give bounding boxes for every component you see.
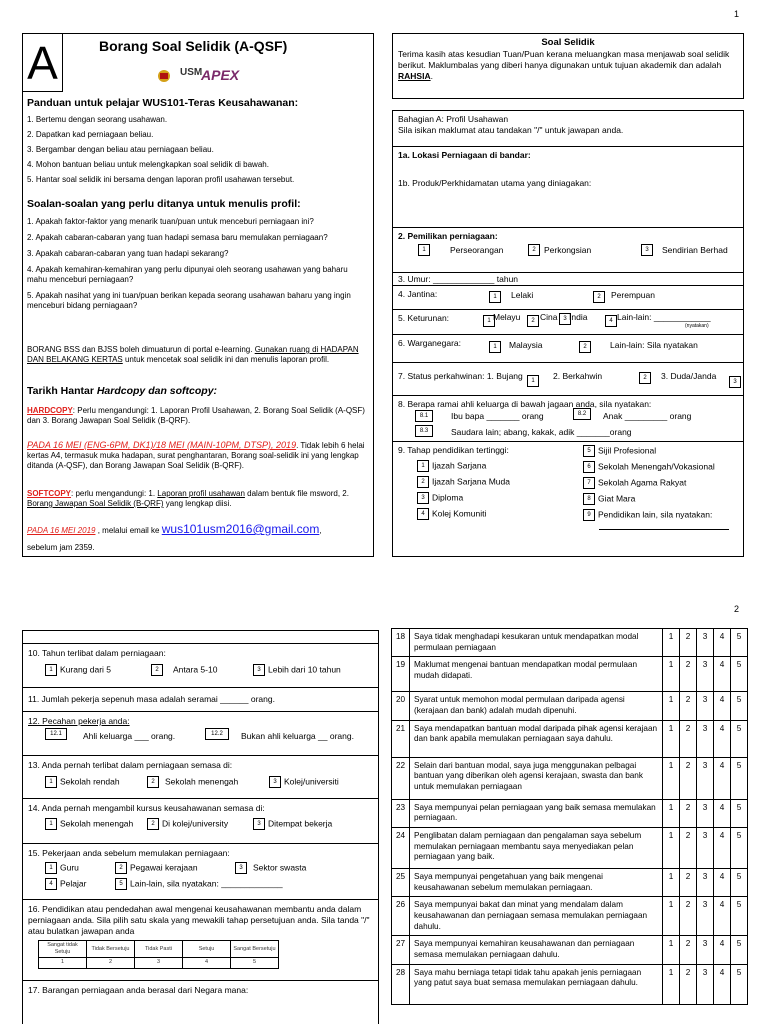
- soal-selidik-intro: [392, 33, 744, 99]
- q4-option: Lelaki: [511, 290, 534, 300]
- likert-option[interactable]: 1: [663, 827, 680, 868]
- likert-option[interactable]: 3: [697, 868, 714, 896]
- q16-label: 16. Pendidikan atau pendedahan awal mengenai keusahawanan membantu anda dalam perniagaan anda. Sila pilih satu skala yang mewakili tahap persetujuan anda. Sila tanda "/" atau bulatkan jawapan anda: [28, 904, 370, 937]
- likert-option[interactable]: 3: [697, 629, 714, 657]
- q16-section: [23, 900, 378, 981]
- likert-option[interactable]: 4: [714, 799, 731, 827]
- checkbox[interactable]: 5: [115, 878, 127, 890]
- q14-option: Ditempat bekerja: [268, 818, 333, 829]
- scale-label: Sangat tidak Setuju: [39, 941, 87, 958]
- likert-option[interactable]: 2: [680, 720, 697, 757]
- likert-number: 27: [392, 936, 410, 964]
- borang-note: BORANG BSS dan BJSS boleh dimuaturun di portal e-learning. Gunakan ruang di HADAPAN DAN BELAKANG KERTAS untuk mencetak soal selidik ini dan menulis laporan profil.: [27, 345, 359, 364]
- scale-option[interactable]: 4: [183, 958, 231, 968]
- checkbox[interactable]: 2: [147, 776, 159, 788]
- likert-option[interactable]: 5: [731, 897, 748, 936]
- softcopy-block: SOFTCOPY: perlu mengandungi: 1. Laporan profil usahawan dalam bentuk file msword, 2. Borang Jawapan Soal Selidik (B-QRF) yang lengkap diisi.: [27, 489, 349, 508]
- bahagian-a-instruction: Sila isikan maklumat atau tandakan "/" untuk jawapan anda.: [398, 125, 624, 136]
- q10-option: Antara 5-10: [173, 664, 218, 675]
- checkbox[interactable]: 2: [115, 862, 127, 874]
- likert-statement: Selain dari bantuan modal, saya juga menggunakan pelbagai bantuan yang diberikan oleh agensi kerajaan, swasta dan bank untuk memulakan perniagaan: [410, 757, 663, 799]
- likert-statement: Penglibatan dalam perniagaan dan pengalaman saya sebelum memulakan perniagaan membantu saya menyediakan pelan perniagaan yang baik.: [410, 827, 663, 868]
- tarikh-title: Tarikh Hantar Hardcopy dan softcopy:: [27, 385, 218, 397]
- likert-number: 24: [392, 827, 410, 868]
- likert-option[interactable]: 1: [663, 757, 680, 799]
- scale-label: Tidak Bersetuju: [87, 941, 135, 958]
- checkbox[interactable]: 4: [45, 878, 57, 890]
- q9-option: Ijazah Sarjana: [432, 460, 487, 471]
- checkbox[interactable]: 12.2: [205, 728, 229, 740]
- likert-row: [392, 629, 748, 657]
- likert-row: [392, 720, 748, 757]
- checkbox[interactable]: 3: [253, 664, 265, 676]
- checkbox[interactable]: 1: [483, 315, 495, 327]
- likert-option[interactable]: 3: [697, 897, 714, 936]
- q10-option: Lebih dari 10 tahun: [268, 664, 341, 675]
- soal-selidik-title: Soal Selidik: [541, 37, 595, 48]
- likert-option[interactable]: 5: [731, 868, 748, 896]
- q6-option: Malaysia: [509, 340, 543, 350]
- checkbox[interactable]: 1: [45, 776, 57, 788]
- q14-label: 14. Anda pernah mengambil kursus keusahawanan semasa di:: [28, 803, 265, 813]
- checkbox[interactable]: 2: [528, 244, 540, 256]
- soal-selidik-text: Terima kasih atas kesudian Tuan/Puan kerana meluangkan masa menjawab soal selidik berikut. Maklumbalas yang diberi hanya digunakan untuk tujuan akademik dan adalah RAHSIA.: [398, 49, 730, 82]
- panduan-item: 2. Dapatkan kad perniagaan beliau.: [27, 130, 154, 139]
- scale-label: Sangat Bersetuju: [231, 941, 279, 958]
- likert-option[interactable]: 1: [663, 657, 680, 692]
- checkbox[interactable]: 1: [418, 244, 430, 256]
- likert-option[interactable]: 3: [697, 827, 714, 868]
- q13-section: [23, 756, 378, 799]
- likert-number: 23: [392, 799, 410, 827]
- q6-label: 6. Warganegara:: [398, 338, 461, 348]
- q9-option: Pendidikan lain, sila nyatakan:: [598, 509, 713, 520]
- checkbox[interactable]: 2: [147, 818, 159, 830]
- likert-option[interactable]: 1: [663, 720, 680, 757]
- likert-option[interactable]: 5: [731, 692, 748, 720]
- checkbox[interactable]: 3: [559, 313, 571, 325]
- checkbox[interactable]: 1: [489, 341, 501, 353]
- q9-section: [393, 441, 743, 538]
- likert-statement: Maklumat mengenai bantuan mendapatkan modal permulaan mudah didapati.: [410, 657, 663, 692]
- likert-option[interactable]: 2: [680, 964, 697, 1004]
- hardcopy-block: HARDCOPY: Perlu mengandungi: 1. Laporan Profil Usahawan, 2. Borang Soal Selidik (A-QSF) dan 3. Borang Jawapan Soal Selidik (B-QRF).: [27, 406, 365, 425]
- q15-label: 15. Pekerjaan anda sebelum memulakan perniagaan:: [28, 848, 230, 858]
- q10-label: 10. Tahun terlibat dalam perniagaan:: [28, 648, 166, 658]
- q9-option: Sijil Profesional: [598, 445, 657, 456]
- q2-label: 2. Pemilikan perniagaan:: [398, 231, 498, 241]
- q7-option: 3. Duda/Janda: [661, 371, 717, 381]
- checkbox[interactable]: 7: [583, 477, 595, 489]
- likert-row: [392, 964, 748, 1004]
- q14-option: Sekolah menengah: [60, 818, 134, 829]
- scale-label: Tidak Pasti: [135, 941, 183, 958]
- likert-option[interactable]: 2: [680, 757, 697, 799]
- q14-section: [23, 799, 378, 844]
- likert-number: 26: [392, 897, 410, 936]
- soalan-item: 5. Apakah nasihat yang ini tuan/puan berikan kepada seorang usahawan baharu yang ingin menceburi bidang perniagaan?: [27, 291, 351, 310]
- q5-option: India: [569, 312, 588, 322]
- agreement-scale: [38, 940, 279, 968]
- likert-option[interactable]: 4: [714, 757, 731, 799]
- checkbox[interactable]: 3: [253, 818, 265, 830]
- soalan-item: 4. Apakah kemahiran-kemahiran yang perlu dipunyai oleh seorang usahawan yang baharu mahu menceburi perniagaan?: [27, 265, 348, 284]
- bahagian-a-title: Bahagian A: Profil Usahawan: [398, 114, 509, 124]
- q1b-label: 1b. Produk/Perkhidamatan utama yang diniagakan:: [398, 178, 592, 189]
- q5-label: 5. Keturunan:: [398, 313, 450, 323]
- q15-option: Sektor swasta: [253, 862, 307, 873]
- q9-label: 9. Tahap pendidikan tertinggi:: [398, 445, 509, 455]
- likert-option[interactable]: 4: [714, 827, 731, 868]
- checkbox[interactable]: 1: [417, 460, 429, 472]
- q9-option: Giat Mara: [598, 493, 636, 504]
- q11-section: 11. Jumlah pekerja sepenuh masa adalah seramai ______ orang.: [23, 688, 378, 712]
- q7-option: 2. Berkahwin: [553, 371, 603, 381]
- likert-statement: Saya mempunyai bakat dan minat yang mendalam dalam keusahawanan dan perniagaan semasa memulakan perniagaan dahulu.: [410, 897, 663, 936]
- q2-option: Perseorangan: [450, 245, 504, 256]
- checkbox[interactable]: 3: [641, 244, 653, 256]
- q12-label: 12. Pecahan pekerja anda:: [28, 716, 130, 726]
- soalan-title: Soalan-soalan yang perlu ditanya untuk menulis profil:: [27, 198, 301, 210]
- soalan-item: 3. Apakah cabaran-cabaran yang tuan hadapi sekarang?: [27, 249, 229, 258]
- q17-label: 17. Barangan perniagaan anda berasal dari Negara mana:: [28, 985, 249, 995]
- likert-number: 20: [392, 692, 410, 720]
- page2-left-panel: [22, 630, 379, 1024]
- likert-number: 22: [392, 757, 410, 799]
- checkbox[interactable]: 2: [151, 664, 163, 676]
- q9-right-options: [583, 445, 729, 530]
- likert-option[interactable]: 2: [680, 799, 697, 827]
- email-block: PADA 16 MEI 2019 , melalui email ke wus101usm2016@gmail.com,: [27, 522, 322, 536]
- checkbox[interactable]: 8.3: [415, 425, 433, 437]
- scale-option[interactable]: 2: [87, 958, 135, 968]
- email-link[interactable]: wus101usm2016@gmail.com: [161, 522, 320, 536]
- likert-option[interactable]: 1: [663, 897, 680, 936]
- q4-label: 4. Jantina:: [398, 289, 438, 299]
- checkbox[interactable]: 3: [417, 492, 429, 504]
- likert-number: 21: [392, 720, 410, 757]
- likert-statement: Saya mempunyai pengetahuan yang baik mengenai keusahawanan sebelum memulakan perniagaan.: [410, 868, 663, 896]
- likert-option[interactable]: 2: [680, 897, 697, 936]
- q13-option: Sekolah rendah: [60, 776, 120, 787]
- q4-section: [393, 285, 743, 309]
- checkbox[interactable]: 3: [269, 776, 281, 788]
- q10-section: [23, 644, 378, 688]
- page-number: 1: [734, 9, 740, 19]
- q2-option: Sendirian Berhad: [662, 245, 728, 256]
- checkbox[interactable]: 4: [417, 508, 429, 520]
- likert-row: [392, 868, 748, 896]
- q13-option: Kolej/universiti: [284, 776, 339, 787]
- q6-section: [393, 334, 743, 362]
- checkbox[interactable]: 8.2: [573, 408, 591, 420]
- checkbox[interactable]: 2: [593, 291, 605, 303]
- checkbox[interactable]: 1: [527, 375, 539, 387]
- likert-row: [392, 827, 748, 868]
- checkbox[interactable]: 1: [45, 664, 57, 676]
- soalan-list: [27, 217, 369, 311]
- q9-other-line[interactable]: [599, 529, 729, 530]
- likert-number: 19: [392, 657, 410, 692]
- likert-number: 18: [392, 629, 410, 657]
- checkbox[interactable]: 2: [527, 315, 539, 327]
- likert-option[interactable]: 2: [680, 827, 697, 868]
- q13-option: Sekolah menengah: [165, 776, 239, 787]
- q15-option: Guru: [60, 862, 79, 873]
- likert-row: [392, 657, 748, 692]
- q6-option: Lain-lain: Sila nyatakan: [610, 340, 698, 350]
- q5-option: Melayu: [493, 312, 521, 322]
- likert-option[interactable]: 2: [680, 692, 697, 720]
- q4-option: Perempuan: [611, 290, 655, 300]
- checkbox[interactable]: 6: [583, 461, 595, 473]
- likert-option[interactable]: 3: [697, 936, 714, 964]
- checkbox[interactable]: 3: [729, 376, 741, 388]
- likert-option[interactable]: 5: [731, 827, 748, 868]
- panduan-item: 5. Hantar soal selidik ini bersama dengan laporan profil usahawan tersebut.: [27, 175, 295, 184]
- q12-option: Ahli keluarga ___ orang.: [83, 731, 176, 741]
- bahagian-a: [392, 110, 744, 557]
- q2-option: Perkongsian: [544, 245, 592, 256]
- likert-statement: Saya mendapatkan bantuan modal daripada pihak agensi kerajaan dan bank apabila memulakan perniagaan saya dahulu.: [410, 720, 663, 757]
- likert-option[interactable]: 4: [714, 657, 731, 692]
- q8-label: 8. Berapa ramai ahli keluarga di bawah jagaan anda, sila nyatakan:: [398, 399, 652, 409]
- panduan-list: [27, 115, 367, 185]
- likert-option[interactable]: 5: [731, 964, 748, 1004]
- soalan-item: 2. Apakah cabaran-cabaran yang tuan hadapi semasa baru memulakan perniagaan?: [27, 233, 328, 242]
- scale-option[interactable]: 3: [135, 958, 183, 968]
- checkbox[interactable]: 1: [45, 862, 57, 874]
- checkbox[interactable]: 1: [489, 291, 501, 303]
- q12-option: Bukan ahli keluarga __ orang.: [241, 731, 354, 741]
- q9-option: Kolej Komuniti: [432, 508, 487, 519]
- q15-option: Pelajar: [60, 878, 87, 889]
- q9-option: Diploma: [432, 492, 464, 503]
- q1a-label: 1a. Lokasi Perniagaan di bandar:: [398, 150, 531, 160]
- likert-option[interactable]: 4: [714, 692, 731, 720]
- q5-section: [393, 309, 743, 334]
- checkbox[interactable]: 2: [417, 476, 429, 488]
- checkbox[interactable]: 3: [235, 862, 247, 874]
- checkbox[interactable]: 9: [583, 509, 595, 521]
- likert-option[interactable]: 3: [697, 692, 714, 720]
- checkbox[interactable]: 1: [45, 818, 57, 830]
- likert-option[interactable]: 4: [714, 629, 731, 657]
- likert-option[interactable]: 4: [714, 720, 731, 757]
- q8-option: Anak _________ orang: [603, 411, 692, 421]
- q1-section: [393, 146, 743, 227]
- likert-statement: Saya tidak menghadapi kesukaran untuk mendapatkan modal permulaan perniagaan: [410, 629, 663, 657]
- q17-section: [23, 981, 378, 1000]
- form-title: Borang Soal Selidik (A-QSF): [99, 38, 288, 54]
- likert-option[interactable]: 3: [697, 720, 714, 757]
- q15-option: Pegawai kerajaan: [130, 862, 198, 873]
- likert-option[interactable]: 5: [731, 629, 748, 657]
- q9-left-options: [417, 460, 510, 520]
- usm-logo-text: USM: [180, 67, 203, 78]
- q5-option: Cina: [540, 312, 558, 322]
- panduan-title: Panduan untuk pelajar WUS101-Teras Keusahawanan:: [27, 97, 299, 109]
- q3-section: 3. Umur: _____________ tahun: [393, 272, 743, 285]
- likert-option[interactable]: 5: [731, 799, 748, 827]
- q8-section: [393, 395, 743, 441]
- likert-table: [391, 628, 748, 1005]
- likert-number: 25: [392, 868, 410, 896]
- scale-label: Setuju: [183, 941, 231, 958]
- likert-option[interactable]: 5: [731, 657, 748, 692]
- form-letter: A: [23, 34, 63, 92]
- q8-option: Saudara lain; abang, kakak, adik _______orang: [451, 427, 632, 437]
- q5-note: (nyatakan): [685, 323, 709, 329]
- likert-option[interactable]: 1: [663, 936, 680, 964]
- spacer-row: [23, 631, 378, 644]
- likert-option[interactable]: 3: [697, 964, 714, 1004]
- q8-option: Ibu bapa _______ orang: [451, 411, 544, 421]
- q13-label: 13. Anda pernah terlibat dalam perniagaan semasa di:: [28, 760, 233, 770]
- checkbox[interactable]: 8: [583, 493, 595, 505]
- checkbox[interactable]: 2: [639, 372, 651, 384]
- likert-option[interactable]: 2: [680, 868, 697, 896]
- checkbox[interactable]: 4: [605, 315, 617, 327]
- scale-option[interactable]: 5: [231, 958, 279, 968]
- soalan-item: 1. Apakah faktor-faktor yang menarik tuan/puan untuk menceburi perniagaan ini?: [27, 217, 314, 226]
- likert-option[interactable]: 4: [714, 897, 731, 936]
- checkbox[interactable]: 2: [579, 341, 591, 353]
- likert-row: [392, 692, 748, 720]
- likert-row: [392, 897, 748, 936]
- likert-option[interactable]: 3: [697, 657, 714, 692]
- likert-option[interactable]: 2: [680, 936, 697, 964]
- likert-option[interactable]: 3: [697, 799, 714, 827]
- q9-option: Sekolah Menengah/Vokasional: [598, 461, 715, 472]
- q9-option: Ijazah Sarjana Muda: [432, 476, 510, 487]
- bahagian-a-header: [393, 111, 743, 146]
- likert-option[interactable]: 2: [680, 657, 697, 692]
- q7-section: [393, 362, 743, 395]
- likert-statement: Saya mempunyai kemahiran keusahawanan dan perniagaan semasa memulakan perniagaan dahulu.: [410, 936, 663, 964]
- q10-option: Kurang dari 5: [60, 664, 112, 675]
- likert-option[interactable]: 1: [663, 629, 680, 657]
- q15-option: Lain-lain, sila nyatakan: _____________: [130, 878, 283, 889]
- q5-option: Lain-lain: ____________: [617, 312, 711, 322]
- guide-panel: [22, 33, 374, 557]
- q7-label: 7. Status perkahwinan: 1. Bujang: [398, 371, 523, 381]
- likert-option[interactable]: 4: [714, 868, 731, 896]
- likert-statement: Syarat untuk memohon modal permulaan daripada agensi (kerajaan dan bank) adalah mudah dipenuhi.: [410, 692, 663, 720]
- likert-option[interactable]: 5: [731, 720, 748, 757]
- q2-section: [393, 227, 743, 272]
- apex-logo: APEX: [201, 67, 240, 83]
- q15-section: [23, 844, 378, 900]
- likert-row: [392, 936, 748, 964]
- likert-option[interactable]: 2: [680, 629, 697, 657]
- likert-option[interactable]: 3: [697, 757, 714, 799]
- likert-option[interactable]: 1: [663, 964, 680, 1004]
- q9-option: Sekolah Agama Rakyat: [598, 477, 687, 488]
- panduan-item: 4. Mohon bantuan beliau untuk melengkapkan soal selidik di bawah.: [27, 160, 269, 169]
- likert-statement: Saya mahu berniaga tetapi tidak tahu apakah jenis perniagaan yang patut saya buat semasa memulakan perniagaan dahulu.: [410, 964, 663, 1004]
- panduan-item: 3. Bergambar dengan beliau atau perniagaan beliau.: [27, 145, 214, 154]
- likert-row: [392, 799, 748, 827]
- checkbox[interactable]: 8.1: [415, 410, 433, 422]
- checkbox[interactable]: 5: [583, 445, 595, 457]
- likert-option[interactable]: 4: [714, 964, 731, 1004]
- likert-option[interactable]: 5: [731, 757, 748, 799]
- likert-option[interactable]: 1: [663, 692, 680, 720]
- panduan-item: 1. Bertemu dengan seorang usahawan.: [27, 115, 168, 124]
- hardcopy-date-block: PADA 16 MEI (ENG-6PM, DK1)/18 MEI (MAIN-10PM, DTSP), 2019. Tidak lebih 6 helai kertas A4, termasuk muka hadapan, surat penghantaran, Borang soal-selidik ini yang lengkap ditanda (A-QSF), dan Borang Jawapan Soal Selidik (B-QRF).: [27, 440, 365, 471]
- likert-option[interactable]: 1: [663, 868, 680, 896]
- q12-section: [23, 712, 378, 756]
- q14-option: Di kolej/university: [162, 818, 229, 829]
- likert-number: 28: [392, 964, 410, 1004]
- likert-option[interactable]: 5: [731, 936, 748, 964]
- likert-row: [392, 757, 748, 799]
- email-deadline: sebelum jam 2359.: [27, 543, 95, 552]
- likert-option[interactable]: 1: [663, 799, 680, 827]
- scale-option[interactable]: 1: [39, 958, 87, 968]
- checkbox[interactable]: 12.1: [45, 728, 67, 740]
- page-number: 2: [734, 604, 740, 614]
- likert-statement: Saya mempunyai pelan perniagaan yang baik semasa memulakan perniagaan.: [410, 799, 663, 827]
- likert-option[interactable]: 4: [714, 936, 731, 964]
